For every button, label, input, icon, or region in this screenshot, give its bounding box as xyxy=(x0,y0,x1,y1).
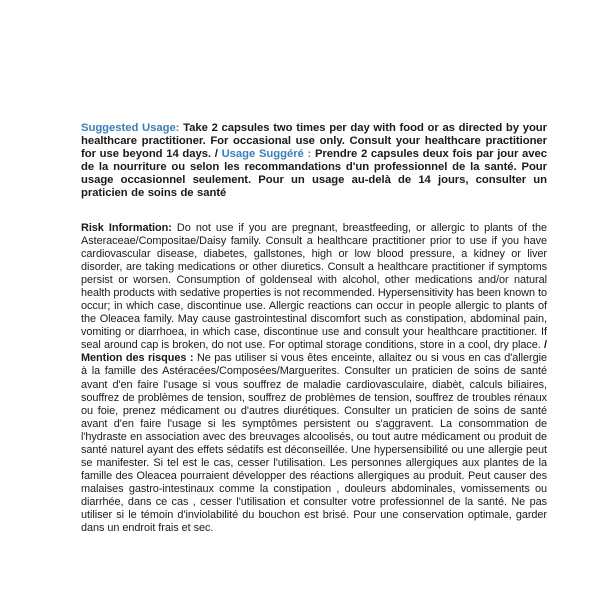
language-separator: / xyxy=(544,339,547,352)
suggested-usage-text-en: Take 2 capsules two times per day with food or as directed by your healthcare practitioner. For occasional use only. Consult your healthcare practitioner for use beyond 14 days. xyxy=(81,122,548,161)
risk-information-heading: Risk Information: xyxy=(81,221,172,234)
mention-des-risques-heading: Mention des risques : xyxy=(81,352,194,365)
language-separator: / xyxy=(214,148,218,161)
suggested-usage-section xyxy=(81,122,547,201)
risk-information-text-en: Do not use if you are pregnant, breastfeeding, or allergic to plants of the Asteraceae/Compositae/Daisy family. Consult a healthcare practitioner prior to use if you have cardiovascular disease, diabetes, gallstones, high or low blood pressure, a kidney or liver disorder, are taking medications or other diuretics. Consult a healthcare practitioner if symptoms persist or worsen. Consumption of goldenseal with alcohol, other medications and/or natural health products with sedative properties is not recommended. Hypersensitivity has been known to occur; in which case, discontinue use. Allergic reactions can occur in people allergic to plants of the Oleacea family. May cause gastrointestinal discomfort such as constipation, abdominal pain, vomiting or diarrhoea, in which case, discontinue use and consult your healthcare practitioner. If seal around cap is broken, do not use. For optimal storage conditions, store in a cool, dry place. xyxy=(81,221,547,352)
product-label-text xyxy=(81,122,547,535)
suggested-usage-text-fr: Prendre 2 capsules deux fois par jour avec de la nourriture ou selon les recommandations d'un professionnel de la santé. Pour usage occasionnel seulement. Pour un usage au-delà de 14 jours, consulter un praticien de soins de santé xyxy=(81,148,547,200)
suggested-usage-heading: Suggested Usage: xyxy=(81,122,180,134)
risk-information-text-fr: Ne pas utiliser si vous êtes enceinte, allaitez ou si vous en cas d'allergie à la famille des Astéracées/Composées/Marguerites. Consulter un praticien de soins de santé avant d'en faire l'usage si vous souffrez de maladie cardiovasculaire, diabèt, calculs biliaires, souffrez de problèmes de tension, souffrez de problèmes de tension, souffrez de troubles rénaux ou foie, prenez médicament ou d'autres diurétiques. Consulter un praticien de soins de santé avant d'en faire l'usage si les symptômes persistent ou s'aggravent. La consommation de l'hydraste en association avec des breuvages alcoolisés, ou tout autre médicament ou produit de santé naturel ayant des effets sédatifs est déconseillée. Une hypersensibilité ou une allergie peut se manifester. Si tel est le cas, cesser l'utilisation. Les personnes allergiques aux plantes de la famille des Oleacea pourraient développer des réactions allergiques au produit. Peut causer des malaises gastro-intestinaux comme la constipation , douleurs abdominales, vomissements ou diarrhée, dans ce cas , cesser l'utilisation et consulter votre professionnel de la santé. Ne pas utiliser si le témoin d'inviolabilité du bouchon est brisé. Pour une conservation optimale, garder dans un endroit frais et sec. xyxy=(81,352,547,535)
risk-information-section xyxy=(81,222,547,536)
usage-suggere-heading: Usage Suggéré : xyxy=(221,148,312,161)
